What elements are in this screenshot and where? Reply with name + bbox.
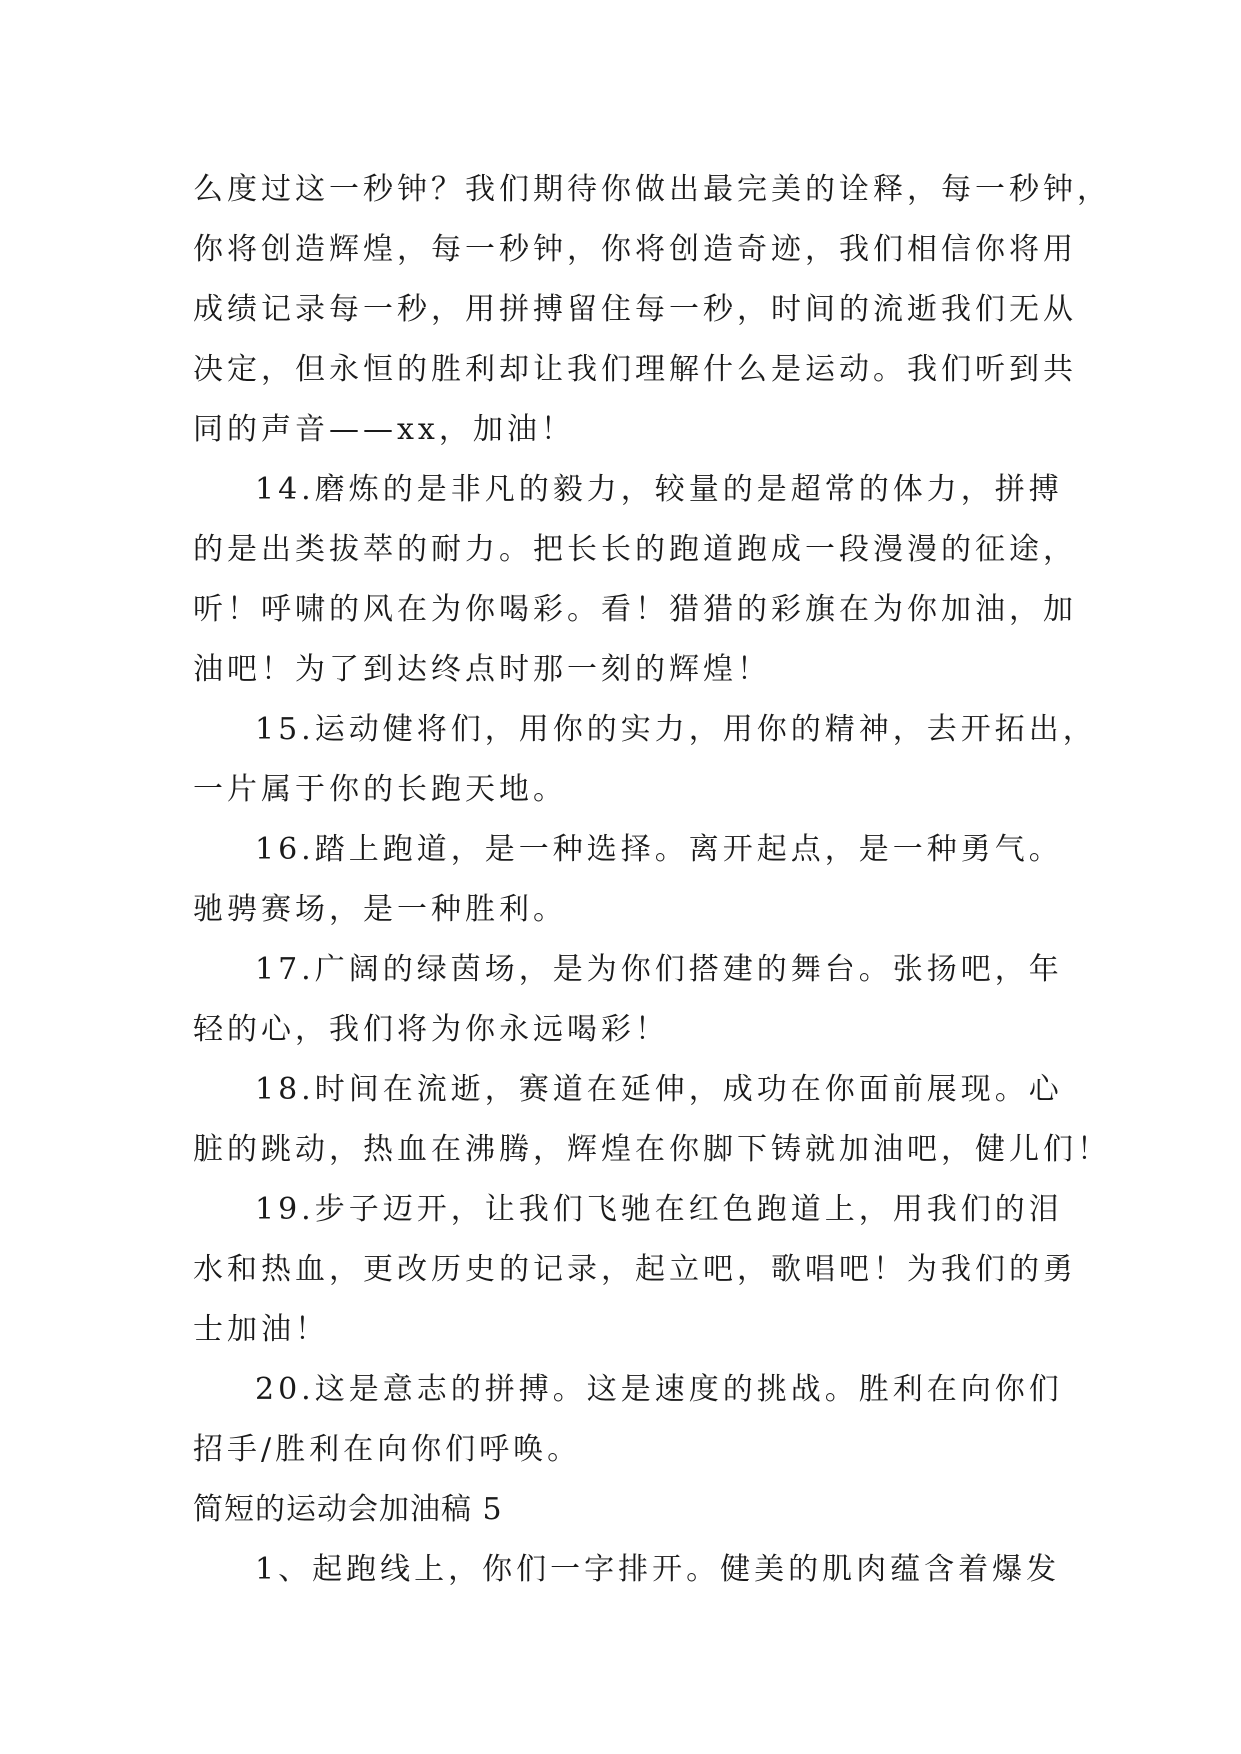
text-line: 油吧！为了到达终点时那一刻的辉煌！: [193, 652, 771, 687]
paragraph-17: [193, 940, 1073, 1060]
text-line: 17.广阔的绿茵场，是为你们搭建的舞台。张扬吧，年: [255, 952, 1063, 987]
paragraph-14: [193, 460, 1077, 700]
text-line: 一片属于你的长跑天地。: [193, 772, 567, 807]
text-line: 的是出类拔萃的耐力。把长长的跑道跑成一段漫漫的征途，: [193, 532, 1077, 567]
paragraph-15: [193, 700, 1097, 820]
text-line: 士加油！: [193, 1312, 329, 1347]
text-line: 轻的心，我们将为你永远喝彩！: [193, 1012, 669, 1047]
text-line: 决定，但永恒的胜利却让我们理解什么是运动。我们听到共: [193, 352, 1077, 387]
text-line: 成绩记录每一秒，用拼搏留住每一秒，时间的流逝我们无从: [193, 292, 1077, 327]
paragraph-13-continued: [193, 160, 1111, 460]
text-line: 水和热血，更改历史的记录，起立吧，歌唱吧！为我们的勇: [193, 1252, 1077, 1287]
paragraph-16: [193, 820, 1073, 940]
text-line: 同的声音——xx，加油！: [193, 412, 575, 447]
text-line: 么度过这一秒钟？我们期待你做出最完美的诠释，每一秒钟，: [193, 172, 1111, 207]
text-line: 16.踏上跑道，是一种选择。离开起点，是一种勇气。: [255, 832, 1063, 867]
text-line: 脏的跳动，热血在沸腾，辉煌在你脚下铸就加油吧，健儿们！: [193, 1132, 1111, 1167]
text-line: 招手/胜利在向你们呼唤。: [193, 1432, 582, 1467]
text-line: 20.这是意志的拼搏。这是速度的挑战。胜利在向你们: [255, 1372, 1063, 1407]
paragraph-18: [193, 1060, 1111, 1180]
text-line: 驰骋赛场，是一种胜利。: [193, 892, 567, 927]
text-line: 听！呼啸的风在为你喝彩。看！猎猎的彩旗在为你加油，加: [193, 592, 1077, 627]
paragraph-1: [193, 1540, 1073, 1600]
document-body: [193, 160, 1111, 1600]
text-line: 你将创造辉煌，每一秒钟，你将创造奇迹，我们相信你将用: [193, 232, 1077, 267]
text-line: 15.运动健将们，用你的实力，用你的精神，去开拓出，: [255, 712, 1097, 747]
paragraph-20: [193, 1360, 1073, 1480]
text-line: 14.磨炼的是非凡的毅力，较量的是超常的体力，拼搏: [255, 472, 1063, 507]
text-line: 18.时间在流逝，赛道在延伸，成功在你面前展现。心: [255, 1072, 1063, 1107]
section-heading: 简短的运动会加油稿 5: [193, 1492, 503, 1527]
text-line: 19.步子迈开，让我们飞驰在红色跑道上，用我们的泪: [255, 1192, 1063, 1227]
text-line: 1、起跑线上，你们一字排开。健美的肌肉蕴含着爆发: [255, 1552, 1061, 1587]
paragraph-19: [193, 1180, 1077, 1360]
